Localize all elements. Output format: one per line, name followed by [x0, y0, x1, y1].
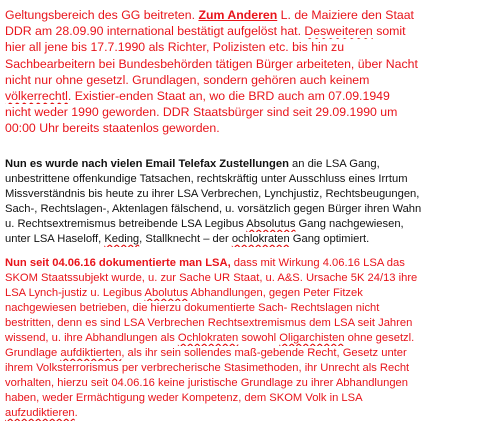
- spellcheck-word: aufdiktierten: [60, 347, 122, 359]
- text-line: ihrem Volksterrorismus per verbrecherische Stasimethoden, ihr Unrecht als Recht: [5, 362, 410, 374]
- text-line: SKOM Staatssubjekt wurde, u. zur Sache UR Staat, u. A&S. Ursache 5K 24/13 ihre: [5, 272, 418, 284]
- text-line: nicht weder 1990 geworden. DDR Staatsbürger sind seit 29.09.1990 um: [5, 105, 398, 120]
- paragraph-email-telefax: [5, 157, 497, 247]
- paragraph-geltungsbereich: [5, 7, 497, 137]
- text-line: haben, weder Ermächtigung weder Kompetenz, dem SKOM Volk in LSA: [5, 392, 363, 404]
- text-line: DDR am 28.09.90 international bestätigt aufgelöst hat. Desweiteren somit: [5, 24, 406, 39]
- zum-anderen-emphasis: Zum Anderen: [198, 8, 278, 22]
- text-line: Grundlage aufdiktierten, als ihr sein sollendes maß-gebende Recht, Gesetz unter: [5, 347, 407, 359]
- text-line: wissend, u. ihre Abhandlungen als Ochlokraten sowohl Oligarchisten ohne gesetzl.: [5, 332, 415, 344]
- text-line: bestritten, denn es sind LSA Verbrechen Rechtsextremismus dem LSA seit Jahren: [5, 317, 413, 329]
- text-line: Sachbearbeitern bei Bundesbehörden tätigen Bürger arbeiteten, über Nacht: [5, 56, 418, 71]
- text-line: unbestrittene offenkundige Tatsachen, rechtskräftig unter Ausschluss eines Irrtum: [5, 173, 408, 185]
- spellcheck-word: ochlokraten: [231, 233, 290, 245]
- text-line: aufzudiktieren.: [5, 407, 78, 419]
- bold-lead: Nun es wurde nach vielen Email Telefax Zustellungen: [5, 158, 289, 170]
- text-line: Nun seit 04.06.16 dokumentierte man LSA, dass mit Wirkung 4.06.16 LSA das: [5, 257, 405, 269]
- spellcheck-word: völkerrechtl: [5, 89, 68, 104]
- text-line: Sach-, Rechtslagen-, Aktenlagen fälschend, u. vorsätzlich gegen Bürger ihren Wahn: [5, 203, 422, 215]
- paragraph-seit-04-06-16: [5, 256, 497, 421]
- bold-lead: Nun seit 04.06.16 dokumentierte man LSA,: [5, 257, 231, 269]
- text-line: vorhalten, hierzu seit 04.06.16 keine juristische Grundlage zu ihrer Abhandlungen: [5, 377, 409, 389]
- text-line: LSA Lynch-justiz u. Legibus Abolutus Abhandlungen, gegen Peter Fitzek: [5, 287, 363, 299]
- text-line: nicht nur ohne gesetzl. Grundlagen, sondern gehören auch keinem: [5, 72, 370, 87]
- spellcheck-word: Abolutus: [144, 287, 189, 299]
- text-line: nachgewiesen betrieben, die hierzu dokumentierte Sach- Rechtslagen nicht: [5, 302, 380, 314]
- spellcheck-word: aufzudiktieren: [5, 407, 75, 419]
- text-line: u. Rechtsextremismus betreibende LSA Legibus Absolutus Gang nachgewiesen,: [5, 218, 404, 230]
- spellcheck-word: Oligarchisten: [279, 332, 345, 344]
- text-line: Geltungsbereich des GG beitreten. Zum Anderen L. de Maiziere den Staat: [5, 8, 414, 22]
- text-line: Missverständnis bis heute zu ihrer LSA Verbrechen, Lynchjustiz, Rechtsbeugungen,: [5, 188, 420, 200]
- text-line: 00:00 Uhr bereits staatenlos geworden.: [5, 121, 220, 136]
- text-line: unter LSA Haseloff, Keding, Stallknecht – der ochlokraten Gang optimiert.: [5, 233, 370, 245]
- spellcheck-word: Absolutus: [246, 218, 296, 230]
- spellcheck-word: Keding: [104, 233, 140, 245]
- text-line: hier all jene bis 17.7.1990 als Richter, Polizisten etc. bis hin zu: [5, 40, 345, 55]
- spellcheck-word: Desweiteren: [304, 24, 373, 39]
- text-line: völkerrechtl. Existier-enden Staat an, wo die BRD auch am 07.09.1949: [5, 89, 390, 104]
- spellcheck-word: Ochlokraten: [177, 332, 239, 344]
- text-line: Nun es wurde nach vielen Email Telefax Zustellungen an die LSA Gang,: [5, 158, 380, 170]
